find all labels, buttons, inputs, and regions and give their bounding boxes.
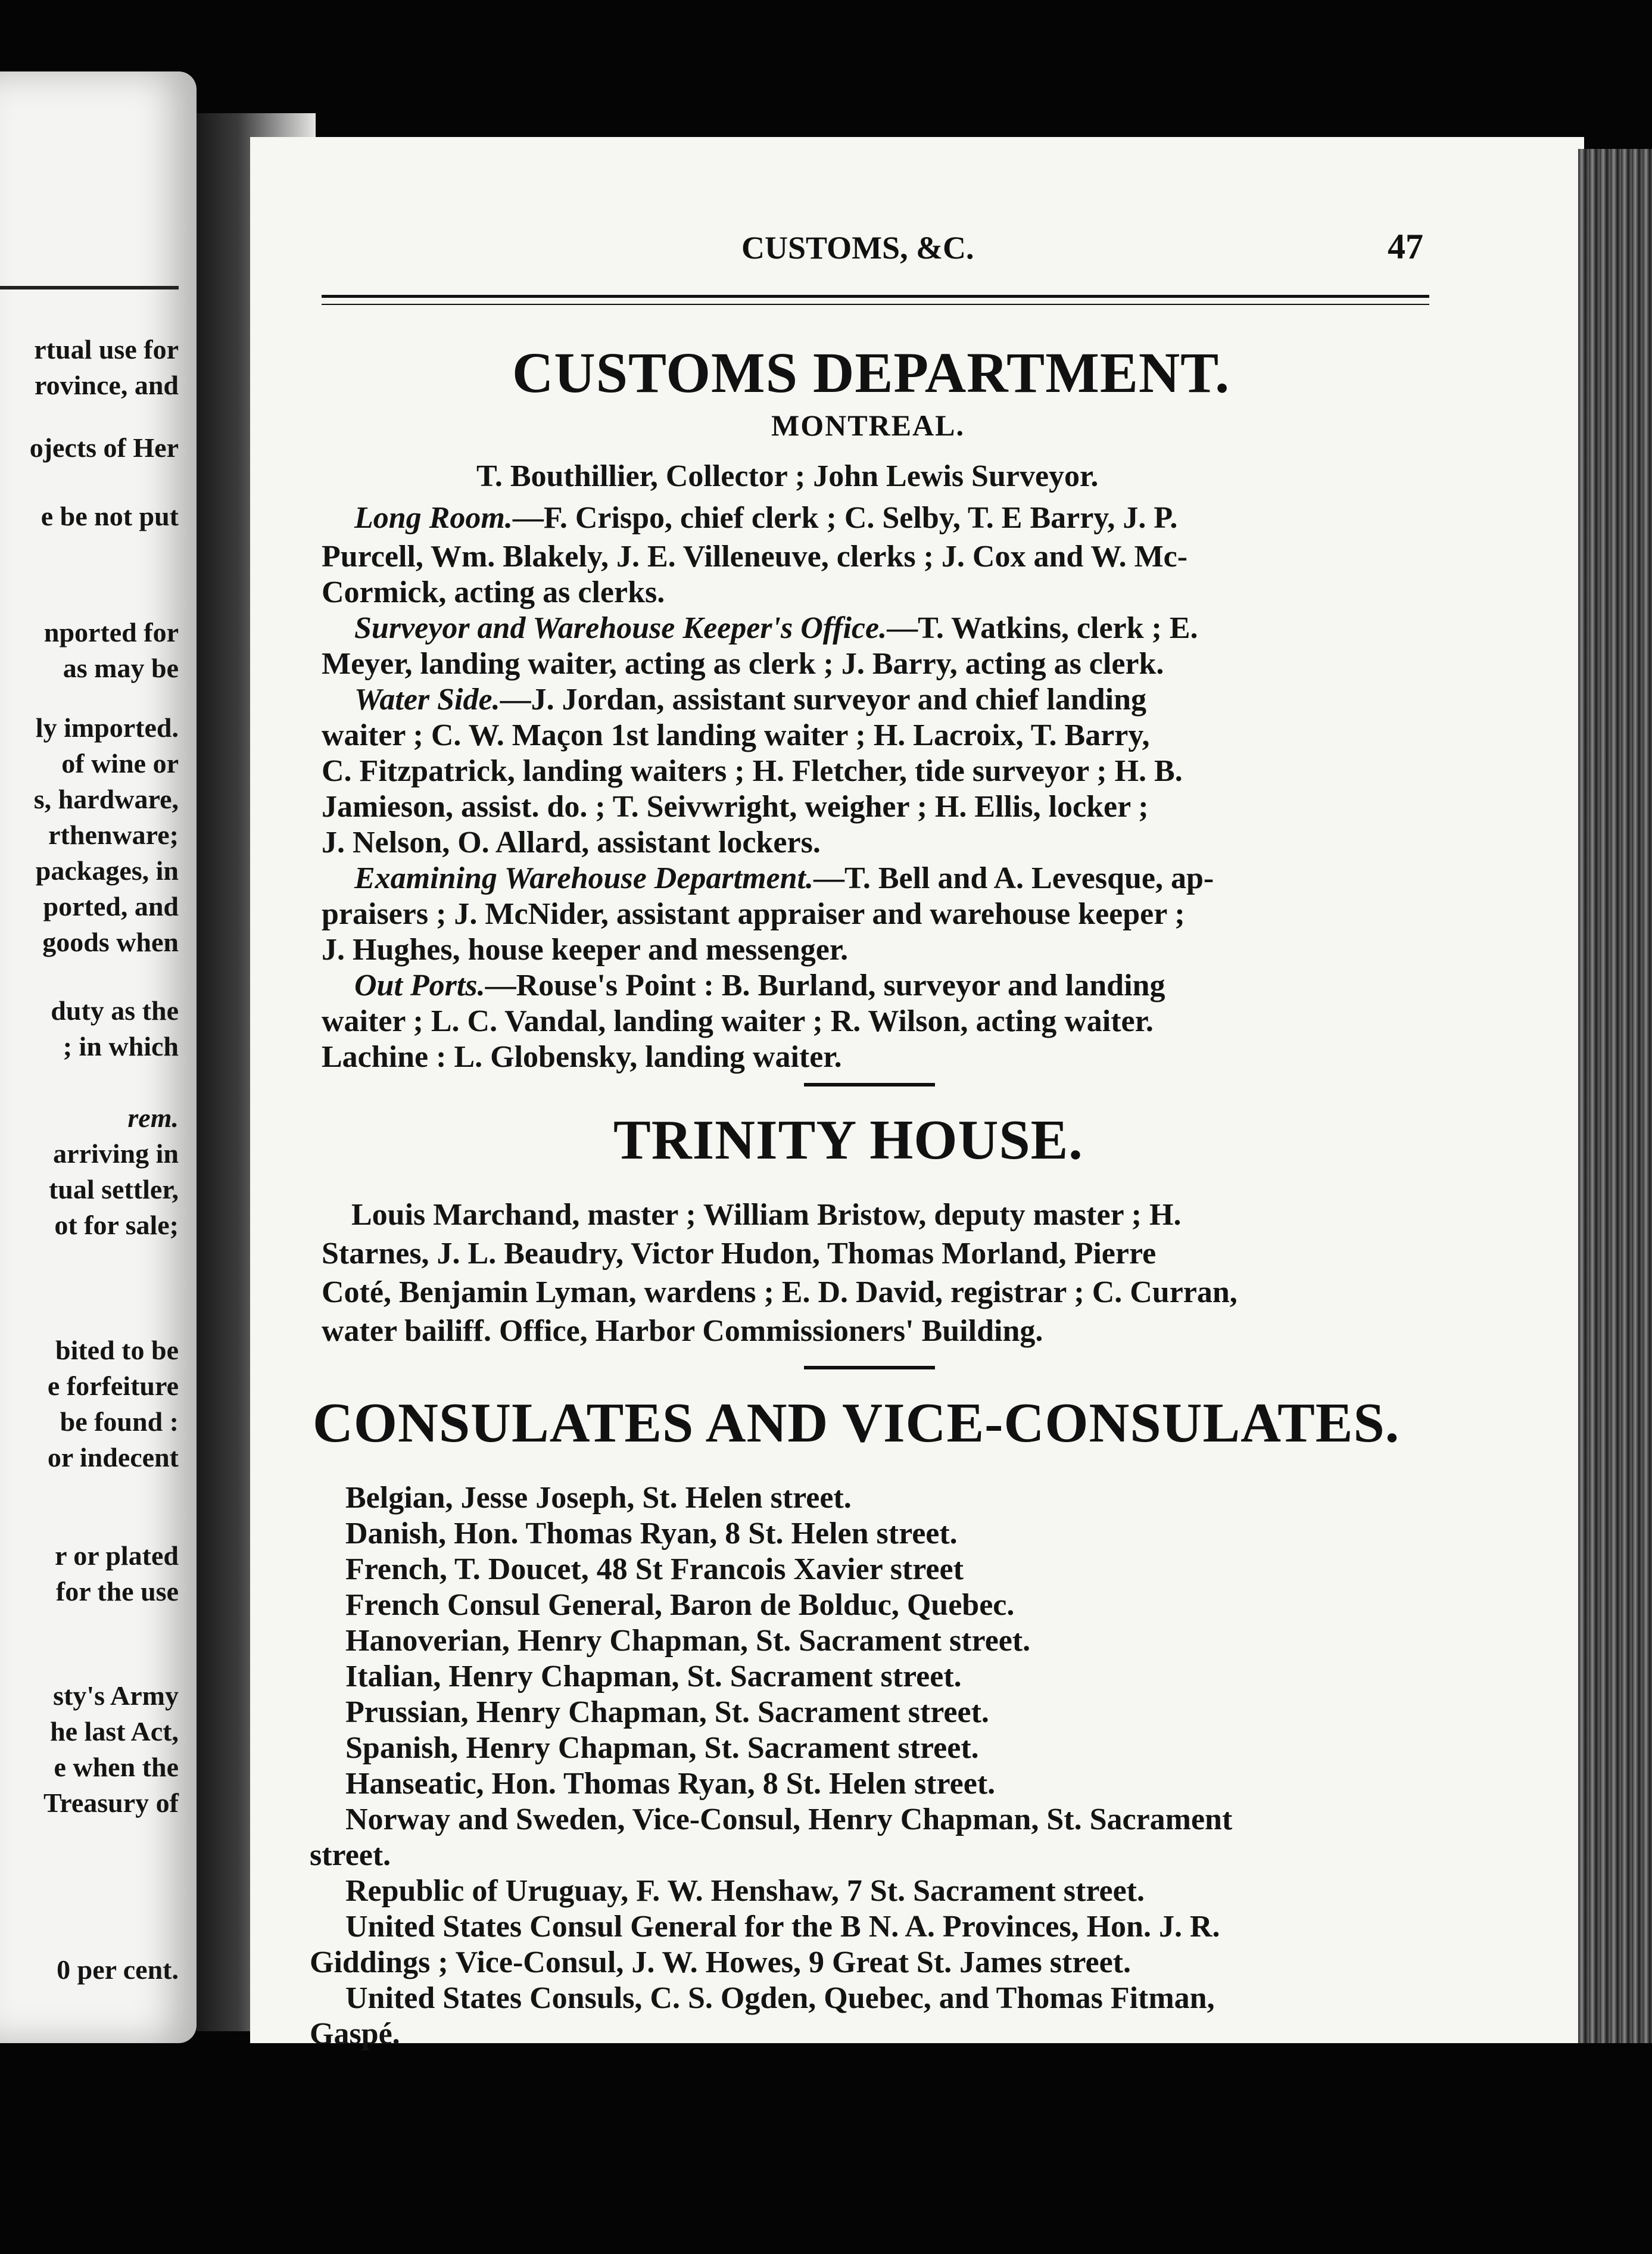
- left-line: ly imported.: [35, 712, 179, 743]
- long-room-line-2: Purcell, Wm. Blakely, J. E. Villeneuve, clerks ; J. Cox and W. Mc-: [322, 540, 1188, 574]
- left-line: duty as the: [51, 995, 179, 1026]
- left-line: rovince, and: [35, 370, 179, 400]
- left-line: rem.: [127, 1103, 179, 1133]
- page-edge-stack: [1578, 149, 1652, 2043]
- consulate-entry-continued: Gaspé.: [310, 2017, 400, 2051]
- consulate-entry: United States Consuls, C. S. Ogden, Quebec, and Thomas Fitman,: [345, 1981, 1215, 2015]
- header-rule-thin: [322, 304, 1429, 305]
- left-line: as may be: [63, 653, 179, 683]
- left-line: rthenware;: [48, 820, 179, 850]
- long-room-text: —F. Crispo, chief clerk ; C. Selby, T. E Barry, J. P.: [512, 501, 1178, 535]
- consulate-entry: Hanseatic, Hon. Thomas Ryan, 8 St. Helen street.: [345, 1767, 996, 1801]
- consulate-entry: United States Consul General for the B N. A. Provinces, Hon. J. R.: [345, 1910, 1220, 1944]
- left-line: ; in which: [63, 1031, 179, 1061]
- customs-heading: CUSTOMS DEPARTMENT.: [512, 341, 1230, 404]
- trinity-line-1: Louis Marchand, master ; William Bristow, deputy master ; H.: [351, 1198, 1182, 1232]
- consulates-heading: CONSULATES AND VICE-CONSULATES.: [313, 1392, 1400, 1454]
- left-page-fragment: [0, 71, 197, 2043]
- left-line: of wine or: [61, 748, 179, 779]
- consulate-entry: French, T. Doucet, 48 St Francois Xavier street: [345, 1552, 964, 1586]
- surveyor-line-2: Meyer, landing waiter, acting as clerk ; J. Barry, acting as clerk.: [322, 647, 1164, 681]
- exam-line-2: praisers ; J. McNider, assistant appraiser and warehouse keeper ;: [322, 897, 1185, 931]
- consulate-entry: Norway and Sweden, Vice-Consul, Henry Chapman, St. Sacrament: [345, 1802, 1233, 1836]
- left-line: he last Act,: [50, 1716, 179, 1746]
- section-divider: [804, 1083, 935, 1086]
- long-room-line-3: Cormick, acting as clerks.: [322, 575, 665, 609]
- left-line: e when the: [54, 1752, 179, 1782]
- left-line: ported, and: [43, 891, 179, 921]
- out-text: —Rouse's Point : B. Burland, surveyor and landing: [485, 969, 1165, 1003]
- consulate-entry: Republic of Uruguay, F. W. Henshaw, 7 St. Sacrament street.: [345, 1874, 1145, 1908]
- left-line: sty's Army: [53, 1680, 179, 1711]
- left-line: 0 per cent.: [57, 1954, 179, 1985]
- out-line-2: waiter ; L. C. Vandal, landing waiter ; R. Wilson, acting waiter.: [322, 1004, 1154, 1038]
- header-rule: [322, 295, 1429, 298]
- left-line: or indecent: [47, 1442, 179, 1472]
- page-number: 47: [1388, 227, 1423, 266]
- section-divider: [804, 1366, 935, 1369]
- water-text: —J. Jordan, assistant surveyor and chief landing: [500, 683, 1147, 717]
- consulate-entry: Danish, Hon. Thomas Ryan, 8 St. Helen street.: [345, 1517, 958, 1551]
- trinity-line-4: water bailiff. Office, Harbor Commissioners' Building.: [322, 1314, 1043, 1348]
- water-line-4: Jamieson, assist. do. ; T. Seivwright, weigher ; H. Ellis, locker ;: [322, 790, 1149, 824]
- consulate-entry: Prussian, Henry Chapman, St. Sacrament street.: [345, 1695, 989, 1729]
- left-line: for the use: [55, 1576, 179, 1607]
- left-line: bited to be: [55, 1335, 179, 1365]
- left-line: ojects of Her: [29, 432, 179, 463]
- out-line-3: Lachine : L. Globensky, landing waiter.: [322, 1040, 842, 1074]
- water-line-2: waiter ; C. W. Maçon 1st landing waiter ; H. Lacroix, T. Barry,: [322, 718, 1150, 752]
- surveyor-label: Surveyor and Warehouse Keeper's Office.: [354, 611, 887, 645]
- water-line-1: [354, 682, 1146, 717]
- long-room-line-1: [354, 500, 1177, 536]
- water-label: Water Side.: [354, 683, 500, 717]
- left-line: nported for: [43, 617, 179, 647]
- left-line: be found :: [60, 1406, 179, 1437]
- trinity-line-3: Coté, Benjamin Lyman, wardens ; E. D. David, registrar ; C. Curran,: [322, 1275, 1238, 1309]
- consulate-entry: French Consul General, Baron de Bolduc, Quebec.: [345, 1588, 1015, 1622]
- consulate-entry: Belgian, Jesse Joseph, St. Helen street.: [345, 1481, 852, 1515]
- exam-text: —T. Bell and A. Levesque, ap-: [813, 861, 1214, 895]
- left-line: goods when: [42, 927, 179, 957]
- water-line-3: C. Fitzpatrick, landing waiters ; H. Fletcher, tide surveyor ; H. B.: [322, 754, 1183, 788]
- exam-line-3: J. Hughes, house keeper and messenger.: [322, 933, 849, 967]
- left-line: Treasury of: [43, 1788, 179, 1818]
- consulate-entry-continued: Giddings ; Vice-Consul, J. W. Howes, 9 Great St. James street.: [310, 1945, 1131, 1979]
- left-line: e be not put: [40, 501, 179, 531]
- customs-city: MONTREAL.: [771, 409, 965, 442]
- water-line-5: J. Nelson, O. Allard, assistant lockers.: [322, 826, 821, 860]
- customs-officers: T. Bouthillier, Collector ; John Lewis Surveyor.: [476, 459, 1099, 493]
- out-line-1: [354, 968, 1165, 1003]
- long-room-label: Long Room.: [354, 501, 513, 535]
- running-title: CUSTOMS, &C.: [741, 230, 974, 266]
- left-line: rtual use for: [34, 334, 179, 365]
- left-line: tual settler,: [48, 1174, 179, 1204]
- exam-line-1: [354, 861, 1214, 896]
- surveyor-text: —T. Watkins, clerk ; E.: [887, 611, 1198, 645]
- surveyor-line-1: [354, 611, 1198, 646]
- left-page-rule: [0, 286, 179, 289]
- left-line: arriving in: [53, 1138, 179, 1169]
- left-line: packages, in: [35, 855, 179, 886]
- out-label: Out Ports.: [354, 969, 485, 1003]
- left-line: r or plated: [55, 1540, 179, 1571]
- left-line: e forfeiture: [47, 1371, 179, 1401]
- consulate-entry-continued: street.: [310, 1838, 391, 1872]
- left-line: s, hardware,: [33, 784, 179, 814]
- consulate-entry: Spanish, Henry Chapman, St. Sacrament street.: [345, 1731, 979, 1765]
- consulate-entry: Hanoverian, Henry Chapman, St. Sacrament street.: [345, 1624, 1031, 1658]
- trinity-line-2: Starnes, J. L. Beaudry, Victor Hudon, Thomas Morland, Pierre: [322, 1237, 1157, 1271]
- trinity-heading: TRINITY HOUSE.: [613, 1109, 1083, 1171]
- left-line: ot for sale;: [54, 1210, 179, 1240]
- consulate-entry: Italian, Henry Chapman, St. Sacrament street.: [345, 1660, 962, 1693]
- exam-label: Examining Warehouse Department.: [354, 861, 813, 895]
